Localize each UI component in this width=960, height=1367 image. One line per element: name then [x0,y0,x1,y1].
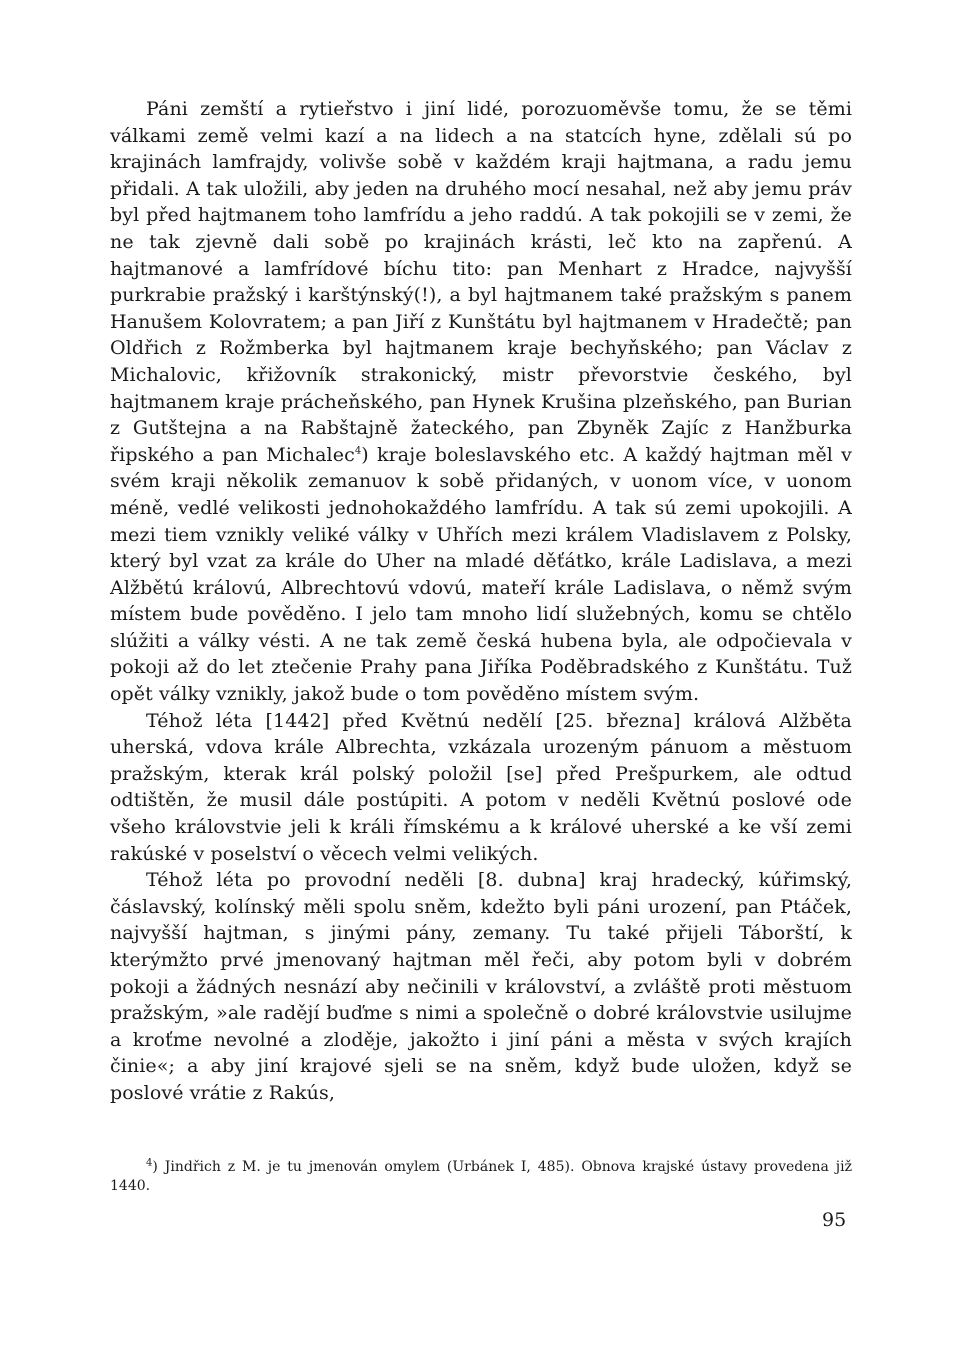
body-text [110,96,852,1107]
paragraph-1-text: Páni zemští a rytieřstvo i jiní lidé, porozuoměvše tomu, že se těmi válkami země velmi kazí a na lidech a na statcích hyne, zdělali sú po krajinách lamfrajdy, volivše sobě v každém kraji hajtmana, a radu jemu přidali. A tak uložili, aby jeden na druhého mocí nesahal, než aby jemu práv byl před hajtmanem toho lamfrídu a jeho raddú. A tak pokojili se v zemi, že ne tak zjevně dali sobě po krajinách krásti, leč kto na zapřenú. A hajtmanové a lamfrídové bíchu tito: pan Menhart z Hradce, najvyšší purkrabie pražský i karštýnský(!), a byl hajtmanem také pražským s panem Hanušem Kolovratem; a pan Jiří z Kunštátu byl hajtmanem v Hradečtě; pan Oldřich z Rožmberka byl hajtmanem kraje bechyňského; pan Václav z Michalovic, křižovník strakonický, mistr převorstvie českého, byl hajtmanem kraje prácheňského, pan Hynek Krušina plzeňského, pan Burian z Gutštejna a na Rabštajně žateckého, pan Zbyněk Zajíc z Hanžburka řipského a pan Michalec [110,98,852,466]
footnote-reference: 4 [354,445,362,457]
paragraph-1 [110,96,852,708]
paragraph-3 [110,867,852,1106]
footnote-marker: 4 [146,1157,153,1169]
paragraph-2-text: Téhož léta [1442] před Květnú nedělí [25. března] králová Alžběta uherská, vdova krále Albrechta, vzkázala urozeným pánuom a městuom pražským, kterak král polský položil [se] před Prešpurkem, ale odtud odtištěn, že musil dále postúpiti. A potom v neděli Květnú poslové ode všeho královstvie jeli k králi římskému a k králové uherské a ke vší zemi rakúské v poselství o věcech velmi velikých. [110,709,852,865]
footnote [110,1158,852,1196]
page-number: 95 [822,1209,847,1231]
paragraph-3-text: Téhož léta po provodní neděli [8. dubna] kraj hradecký, kúřimský, čáslavský, kolínský měli spolu sněm, kdežto byli páni urození, pan Ptáček, najvyšší hajtman, s jinými pány, zemany. Tu také přijeli Táborští, k kterýmžto prvé jmenovaný hajtman měl řeči, aby potom byli v dobrém pokoji a žádných nesnází aby nečinili v království, a zvláště proti městuom pražským, »ale radějí buďme s nimi a společně o dobré královstvie usilujme a kroťme nevolné a zloděje, jakožto i jiní páni a města v svých krajích činie«; a aby jiní krajové sjeli se na sněm, když bude uložen, když se poslové vrátie z Rakús, [110,869,852,1104]
footnote-text: ) Jindřich z M. je tu jmenován omylem (Urbánek I, 485). Obnova krajské ústavy provedena již 1440. [110,1159,852,1194]
paragraph-2 [110,708,852,868]
paragraph-1-continuation: ) kraje boleslavského etc. A každý hajtman měl v svém kraji několik zemanuov k sobě přidaných, v uonom více, v uonom méně, vedlé velikosti jednohokaždého lamfrídu. A tak sú zemi upokojili. A mezi tiem vznikly veliké války v Uhřích mezi králem Vladislavem z Polsky, který byl vzat za krále do Uher na mladé děťátko, krále Ladislava, a mezi Alžbětú královú, Albrechtovú vdovú, mateří krále Ladislava, o němž svým místem bude pověděno. I jelo tam mnoho lidí služebných, komu se chtělo slúžiti a války vésti. A ne tak země česká hubena byla, ale odpočievala v pokoji až do let ztečenie Prahy pana Jiříka Poděbradského z Kunštátu. Tuž opět války vznikly, jakož bude o tom pověděno místem svým. [110,443,852,706]
